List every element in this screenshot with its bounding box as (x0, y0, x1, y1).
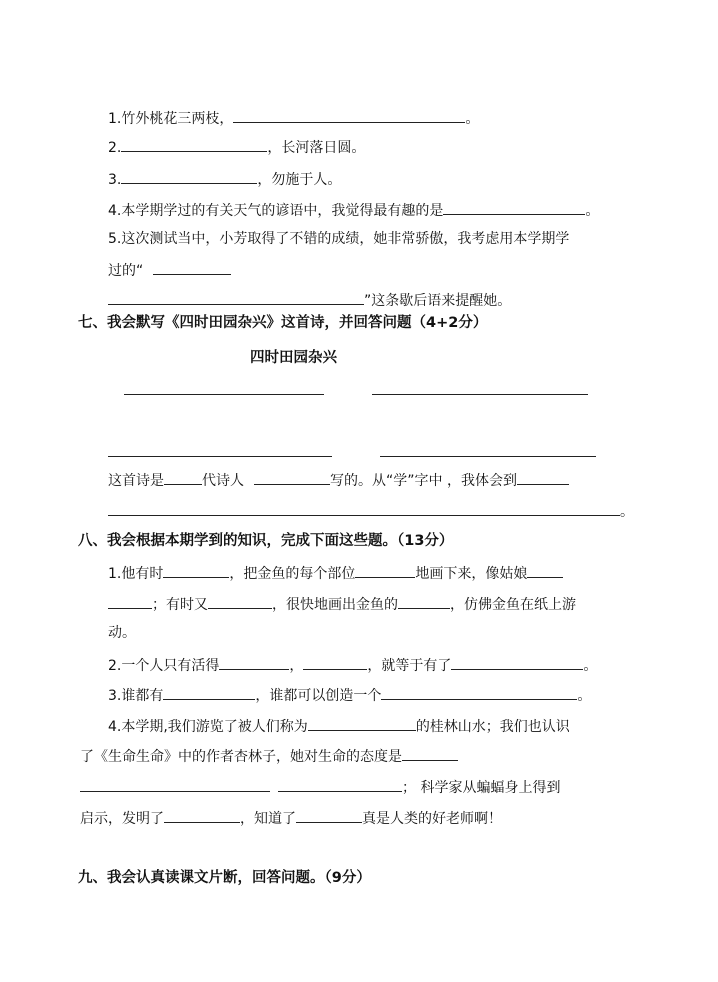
question-text: 。 (583, 658, 598, 674)
answer-blank[interactable] (164, 808, 240, 823)
question-number: 5. (108, 231, 122, 247)
q8-4-cont (80, 746, 458, 766)
answer-blank[interactable] (108, 594, 152, 609)
answer-blank[interactable] (308, 716, 416, 731)
answer-blank[interactable] (153, 260, 231, 275)
question-text: 真是人类的好老师啊！ (362, 811, 502, 827)
question-text: 。 (577, 688, 592, 704)
answer-blank[interactable] (80, 777, 270, 792)
question-number: 4. (108, 203, 122, 219)
q6-5 (108, 230, 569, 248)
answer-blank[interactable] (278, 777, 402, 792)
q8-4-cont2 (80, 777, 560, 797)
q6-5-end (108, 290, 511, 310)
question-text: ， (289, 658, 304, 674)
answer-blank[interactable] (163, 563, 229, 578)
question-text: 本学期,我们游览了被人们称为 (121, 719, 308, 735)
answer-blank[interactable] (355, 563, 415, 578)
answer-blank[interactable] (219, 655, 289, 670)
question-number: 1. (108, 566, 122, 582)
q6-4 (108, 200, 599, 220)
answer-blank[interactable] (443, 200, 585, 215)
question-text: ，仿佛金鱼在纸上游 (450, 597, 576, 613)
question-number: 1. (108, 111, 122, 127)
question-text: ，把金鱼的每个部位 (229, 566, 356, 582)
q8-1-end (108, 624, 136, 642)
poem-question (108, 470, 569, 490)
answer-blank[interactable] (398, 594, 450, 609)
question-text: 这次测试当中，小芳取得了不错的成绩，她非常骄傲，我考虑用本学期学 (121, 231, 570, 247)
answer-blank[interactable] (108, 501, 620, 516)
question-number: 2. (108, 658, 122, 674)
question-text: 动。 (108, 625, 136, 641)
q8-1-cont (108, 594, 576, 614)
question-number: 3. (108, 172, 122, 188)
q8-2 (108, 655, 597, 675)
poem-line-blank[interactable] (380, 456, 596, 457)
question-text: ，长河落日圆。 (267, 140, 366, 156)
answer-blank[interactable] (233, 108, 465, 123)
q6-3 (108, 169, 341, 189)
question-text: 本学期学过的有关天气的谚语中，我觉得最有趣的是 (121, 203, 444, 219)
q8-4 (108, 716, 570, 736)
answer-blank[interactable] (517, 470, 569, 485)
question-text: 。 (585, 203, 600, 219)
answer-blank[interactable] (121, 169, 257, 184)
answer-blank[interactable] (303, 655, 367, 670)
q6-1 (108, 108, 479, 128)
question-text: ； 科学家从蝙蝠身上得到 (402, 780, 561, 796)
question-text: 。 (620, 504, 634, 520)
section7-heading: 七、我会默写《四时田园杂兴》这首诗，并回答问题（4+2分） (78, 315, 488, 331)
answer-blank[interactable] (451, 655, 583, 670)
question-text: 了《生命生命》中的作者杏林子，她对生命的态度是 (80, 749, 402, 765)
question-text: ，谁都可以创造一个 (255, 688, 382, 704)
question-text: ，很快地画出金鱼的 (272, 597, 398, 613)
poem-title: 四时田园杂兴 (250, 350, 337, 366)
poem-line-blank[interactable] (108, 456, 332, 457)
poem-line-blank[interactable] (124, 394, 324, 395)
answer-blank[interactable] (527, 563, 563, 578)
q8-3 (108, 685, 591, 705)
question-text: 的桂林山水；我们也认识 (415, 719, 570, 735)
question-text: 地画下来，像姑娘 (415, 566, 528, 582)
question-text: ，勿施于人。 (257, 172, 342, 188)
answer-blank[interactable] (208, 594, 272, 609)
question-text: ”这条歇后语来提醒她。 (364, 293, 512, 309)
question-text: 这首诗是 (108, 473, 164, 489)
question-text: 一个人只有活得 (121, 658, 220, 674)
q8-1 (108, 563, 563, 583)
question-number: 4. (108, 719, 122, 735)
section9-heading: 九、我会认真读课文片断，回答问题。（9分） (78, 870, 371, 886)
question-text: 他有时 (121, 566, 164, 582)
question-text: 谁都有 (121, 688, 164, 704)
question-text: ，就等于有了 (367, 658, 452, 674)
answer-blank[interactable] (402, 746, 458, 761)
question-text: ，知道了 (240, 811, 296, 827)
question-text: 代诗人 (202, 473, 244, 489)
question-number: 2. (108, 140, 122, 156)
question-text: 竹外桃花三两枝， (121, 111, 234, 127)
answer-blank[interactable] (381, 685, 577, 700)
dynasty-blank[interactable] (164, 470, 202, 485)
q8-4-end (80, 808, 502, 828)
question-text: ；有时又 (152, 597, 208, 613)
answer-blank[interactable] (296, 808, 362, 823)
question-number: 3. (108, 688, 122, 704)
answer-blank[interactable] (121, 137, 267, 152)
section8-heading: 八、我会根据本期学到的知识，完成下面这些题。（13分） (78, 533, 454, 549)
question-text: 启示，发明了 (80, 811, 164, 827)
poem-line-blank[interactable] (372, 394, 588, 395)
question-text: 。 (465, 111, 480, 127)
q6-5-cont (108, 260, 231, 280)
poem-question-cont (108, 501, 634, 521)
poet-blank[interactable] (254, 470, 330, 485)
answer-blank[interactable] (108, 290, 364, 305)
answer-blank[interactable] (163, 685, 255, 700)
q6-2 (108, 137, 365, 157)
question-text: 过的“ (108, 263, 144, 279)
question-text: 写的。从“学”字中 ，我体会到 (330, 473, 517, 489)
